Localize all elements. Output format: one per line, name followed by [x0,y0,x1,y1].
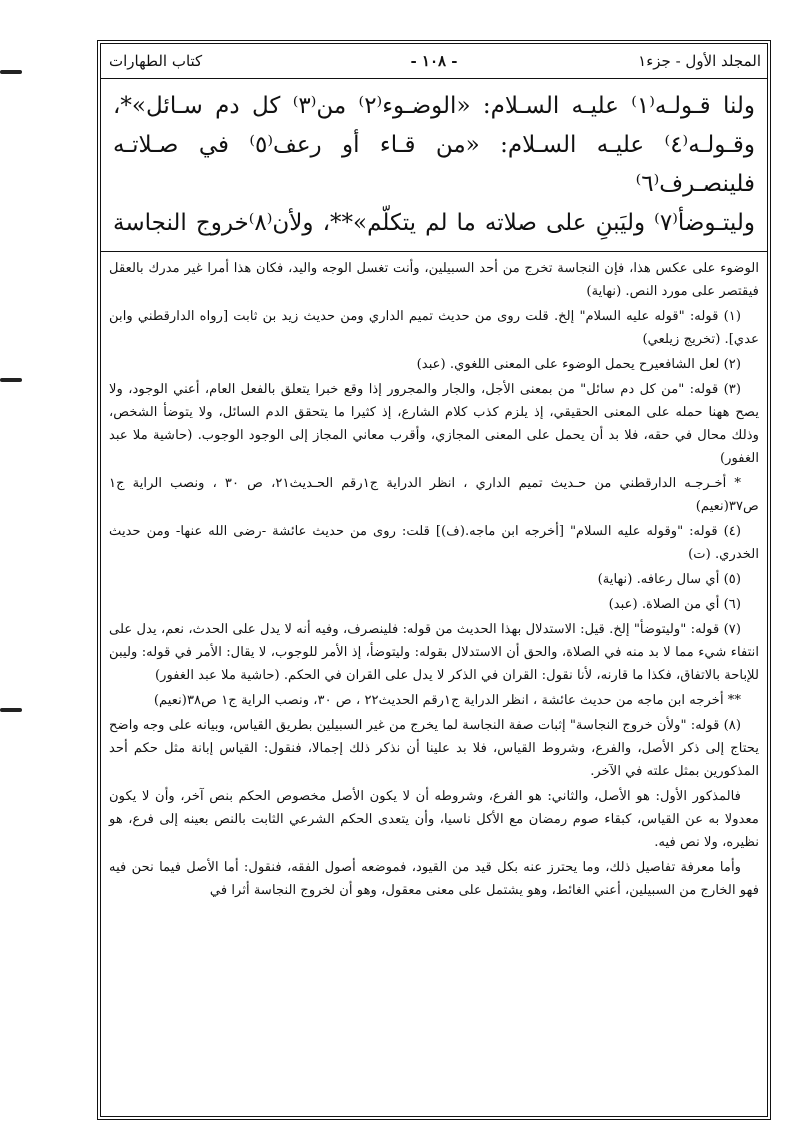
footnote-source: ** أخرجه ابن ماجه من حديث عائشة ، انظر الدراية ج١رقم الحديث٢٢ ، ص ٣٠، ونصب الراية ج١ ص٣٨(نعيم) [153,693,741,708]
scan-mark [0,378,22,382]
scan-mark [0,708,22,712]
main-text-line: ولنا قـولـه⁽١⁾ عليـه السـلام: «الوضـوء⁽٢⁾ من⁽٣⁾ كل دم سـائل»*، [113,93,756,119]
note-paragraph: وأما معرفة تفاصيل ذلك، وما يحترز عنه بكل قيد من القيود، فموضعه أصول الفقه، فنقول: أما الأصل فيما نحن فيه فهو الخارج من السبيلين، أعني الغائط، وهو يشتمل على معنى معقول، وهو أن لخروج النجاسة أثرا في [109,860,759,898]
main-text [101,79,767,247]
commentary-notes [101,252,767,902]
scan-mark [0,70,22,74]
main-text-line: وليتـوضأ⁽٧⁾ وليَبنِ على صلاته ما لم يتكلّم»**، ولأن⁽٨⁾خروج النجاسة [113,210,755,236]
note-paragraph: (٢) لعل الشافعيرح يحمل الوضوء على المعنى اللغوي. (عبد) [416,357,741,372]
note-paragraph: (٤) قوله: "وقوله عليه السلام" [أخرجه ابن ماجه.(ف)] قلت: روى من حديث عائشة -رضى الله عنها- ومن حديث الخدري. (ت) [109,524,759,562]
note-paragraph: الوضوء على عكس هذا، فإن النجاسة تخرج من أحد السبيلين، وأنت تغسل الوجه واليد، فكان هذا أمرا غير مدرك بالعقل فيقتصر على مورد النص. (نهاية) [109,261,759,299]
running-header [101,44,767,79]
book-title: كتاب الطهارات [109,52,203,70]
note-paragraph: (٥) أي سال رعافه. (نهاية) [597,572,741,587]
note-paragraph: (١) قوله: "قوله عليه السلام" إلخ. قلت روى من حديث تميم الداري ومن حديث زيد بن ثابت [رواه الدارقطني وابن عدي]. (تخريج زيلعي) [109,309,759,347]
page-frame [97,40,771,1120]
main-text-line: وقـولـه⁽٤⁾ عليـه السـلام: «من قـاء أو رعف⁽٥⁾ في صـلاتـه فلينصـرف⁽٦⁾ [113,132,755,197]
page-number: - ١٠٨ - [410,52,458,70]
note-paragraph: (٧) قوله: "وليتوضأ" إلخ. قيل: الاستدلال بهذا الحديث من قوله: فلينصرف، وفيه أنه لا يدل على الحدث، نعم، يدل على انتفاء شيء مما لا بد منه في الصلاة، والحق أن الاستدلال بقوله: وليتوضأ، إذ الأمر للوجوب، لا يقال: الأمر في قوله: وليبن للإباحة بالاتفاق، فكذا ما قارنه، لأنا نقول: القران في الذكر لا يدل على القران في الحكم. (حاشية ملا عبد الغفور) [109,622,759,683]
footnote-source: * أخـرجـه الدارقطني من حـديث تميم الداري ، انظر الدراية ج١رقم الحـديث٢١، ص ٣٠ ، ونصب الراية ج١ ص٣٧(نعيم) [109,476,759,514]
note-paragraph: (٣) قوله: "من كل دم سائل" من بمعنى الأجل، والجار والمجرور إذا وقع خبرا يتعلق بالفعل العام، أعني الوجود، ولا يصح ههنا حمله على المعنى الحقيقي، إذ يلزم كذب كلام الشارع، إذ كثيرا ما يتحقق الدم السائل، ولا يتوضأ الشخص، وذلك محال في حقه، فلا بد أن يحمل على المعنى المجازي، وأقرب معاني المجاز إلى الوجود الوجوب. (حاشية ملا عبد الغفور) [109,382,759,466]
note-paragraph: فالمذكور الأول: هو الأصل، والثاني: هو الفرع، وشروطه أن لا يكون الأصل مخصوص الحكم بنص آخر، وأن لا يكون معدولا به عن القياس، كبقاء صوم رمضان مع الأكل ناسيا، وأن يتعدى الحكم الشرعي الثابت بالنص بعينه إلى فرع، هو نظيره، ولا نص فيه. [109,789,759,850]
volume-label: المجلد الأول - جزء١ [638,52,761,70]
note-paragraph: (٦) أي من الصلاة. (عبد) [608,597,741,612]
note-paragraph: (٨) قوله: "ولأن خروج النجاسة" إثبات صفة النجاسة لما يخرج من غير السبيلين بطريق القياس، وبيانه على وجه واضح يحتاج إلى ذكر الأصل، والفرع، وشروط القياس، فلا بد علينا أن نذكر ذلك إجمالا، فنقول: القياس إبانة مثل حكم أحد المذكورين بمثل علته في الآخر. [109,718,759,779]
